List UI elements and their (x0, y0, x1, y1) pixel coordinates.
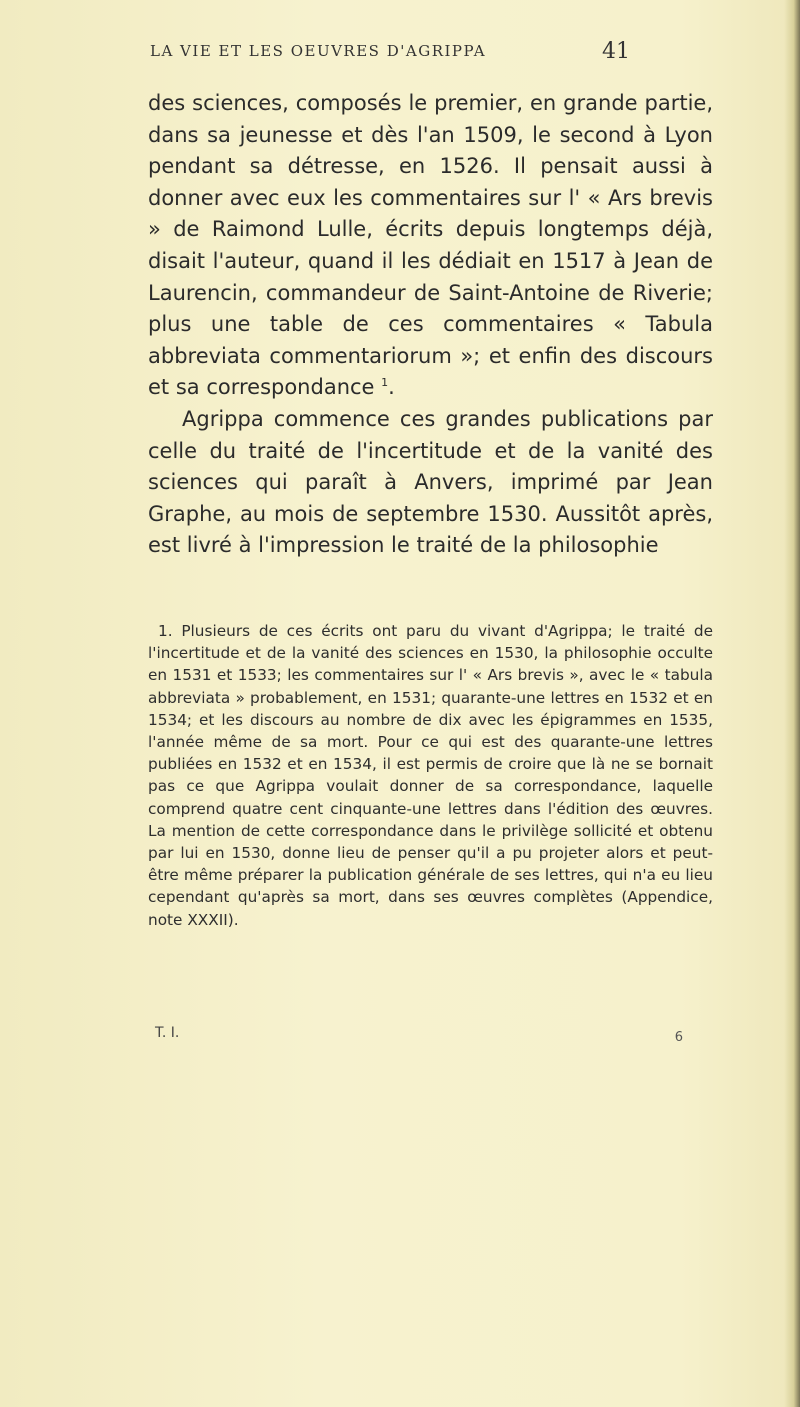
footnote-reference: 1 (381, 376, 389, 390)
page-edge-shadow (784, 0, 800, 1407)
paragraph-1 (148, 88, 713, 404)
footnotes (148, 620, 713, 931)
page-header (150, 39, 630, 72)
paragraph-1-end: . (388, 375, 395, 400)
page-number: 41 (602, 39, 630, 64)
paragraph-1-text: des sciences, composés le premier, en grande partie, dans sa jeunesse et dès l'an 1509, le second à Lyon pendant sa détresse, en 1526. Il pensait aussi à donner avec eux les commentaires sur l' « Ars brevis » de Raimond Lulle, écrits depuis longtemps déjà, disait l'auteur, quand il les dédiait en 1517 à Jean de Laurencin, commandeur de Saint-Antoine de Riverie; plus une table de ces commentaires « Tabula abbreviata commentariorum »; et enfin des discours et sa correspondance (148, 91, 713, 400)
volume-signature: T. I. (155, 1025, 180, 1041)
signature-mark: 6 (674, 1030, 683, 1045)
signature-line (155, 1025, 695, 1047)
running-head: LA VIE ET LES OEUVRES D'AGRIPPA (150, 42, 487, 60)
footnote-1: 1. Plusieurs de ces écrits ont paru du vivant d'Agrippa; le traité de l'incertitude et de la vanité des sciences en 1530, la philosophie occulte en 1531 et 1533; les commentaires sur l' « Ars brevis », avec le « tabula abbreviata » probablement, en 1531; quarante-une lettres en 1532 et en 1534; et les discours au nombre de dix avec les épigrammes en 1535, l'année même de sa mort. Pour ce qui est des quarante-une lettres publiées en 1532 et en 1534, il est permis de croire que là ne se bornait pas ce que Agrippa voulait donner de sa correspondance, laquelle comprend quatre cent cinquante-une lettres dans l'édition des œuvres. La mention de cette correspondance dans le privilège sollicité et obtenu par lui en 1530, donne lieu de penser qu'il a pu projeter alors et peut-être même préparer la publication générale de ses lettres, qui n'a eu lieu cependant qu'après sa mort, dans ses œuvres complètes (Appendice, note XXXII). (148, 622, 713, 929)
paragraph-2: Agrippa commence ces grandes publications par celle du traité de l'incertitude et de la vanité des sciences qui paraît à Anvers, imprimé par Jean Graphe, au mois de septembre 1530. Aussitôt après, est livré à l'impression le traité de la philosophie (148, 406, 713, 558)
main-text (148, 88, 713, 562)
